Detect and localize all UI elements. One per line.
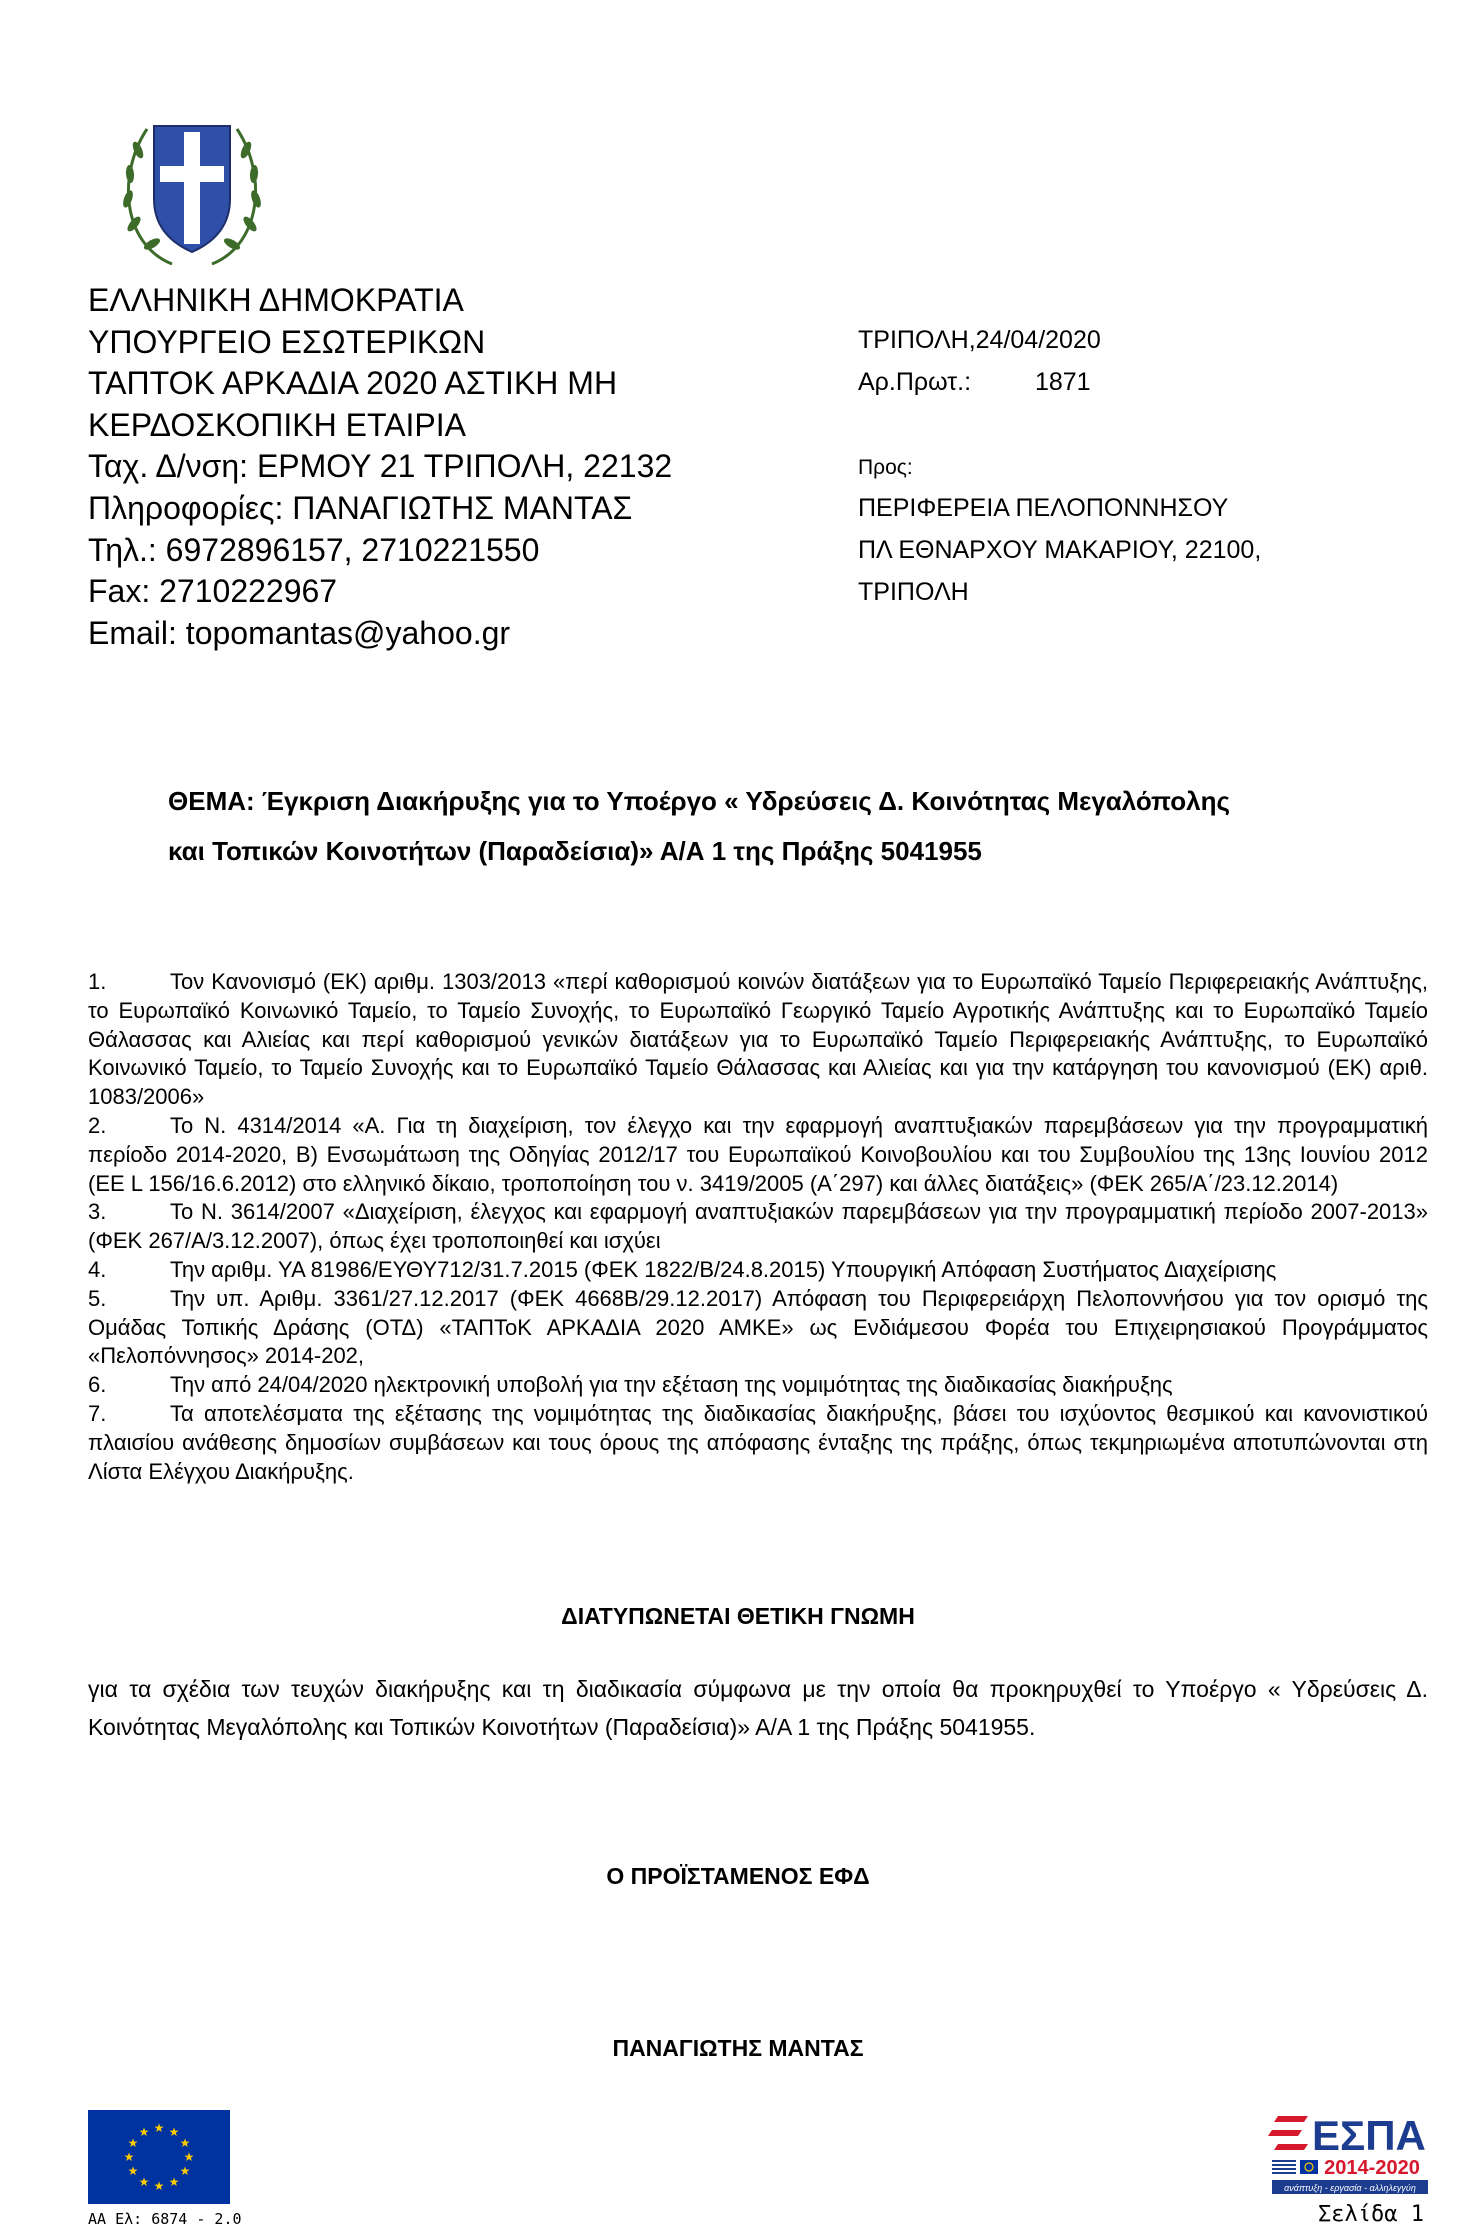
sender-fax: Fax: 2710222967: [88, 573, 338, 610]
sender-contact-person: Πληροφορίες: ΠΑΝΑΓΙΩΤΗΣ ΜΑΝΤΑΣ: [88, 489, 633, 526]
to-label: Προς:: [858, 456, 913, 479]
recipient-city: ΤΡΙΠΟΛΗ: [858, 578, 969, 606]
considerations-list: [88, 968, 1428, 1486]
espa-years: 2014-2020: [1324, 2157, 1420, 2179]
place-date: ΤΡΙΠΟΛΗ,24/04/2020: [858, 326, 1101, 354]
protocol-line: [858, 368, 1418, 397]
svg-text:★: ★: [123, 2150, 135, 2164]
signature-name: ΠΑΝΑΓΙΩΤΗΣ ΜΑΝΤΑΣ: [612, 2035, 864, 2061]
list-item: 1. Τον Κανονισμό (ΕΚ) αριθμ. 1303/2013 «περί καθορισμού κοινών διατάξεων για το Ευρωπαϊκό Ταμείο Περιφερειακής Ανάπτυξης, το Ευρωπαϊκό Κοινωνικό Ταμείο, το Ταμείο Συνοχής, το Ευρωπαϊκό Γεωργικό Ταμείο Αγροτικής Ανάπτυξης και το Ευρωπαϊκό Ταμείο Θάλασσας και Αλιείας και περί καθορισμού γενικών διατάξεων για το Ευρωπαϊκό Ταμείο Περιφερειακής Ανάπτυξης, το Ευρωπαϊκό Κοινωνικό Ταμείο, το Ταμείο Συνοχής και το Ευρωπαϊκό Ταμείο Θάλασσας και Αλιείας και για την κατάργηση του κανονισμού (ΕΚ) αριθ. 1083/2006»: [88, 969, 1428, 1110]
sender-email: Email: topomantas@yahoo.gr: [88, 614, 511, 651]
svg-text:★: ★: [168, 2175, 180, 2189]
svg-text:★: ★: [127, 2164, 139, 2178]
signature-title: Ο ΠΡΟΪΣΤΑΜΕΝΟΣ ΕΦΔ: [606, 1863, 870, 1889]
list-item: 5. Την υπ. Αριθμ. 3361/27.12.2017 (ΦΕΚ 4668Β/29.12.2017) Απόφαση του Περιφερειάρχη Πελοποννήσου για τον ορισμό της Ομάδας Τοπικής Δράσης (ΟΤΔ) «ΤΑΠΤοΚ ΑΡΚΑΔΙΑ 2020 ΑΜΚΕ» ως Ενδιάμεσου Φορέα του Επιχειρησιακού Προγράμματος «Πελοπόννησος» 2014-202,: [88, 1285, 1428, 1369]
sender-block: [88, 280, 788, 654]
recipient-name: ΠΕΡΙΦΕΡΕΙΑ ΠΕΛΟΠΟΝΝΗΣΟΥ: [858, 494, 1229, 522]
espa-tagline: ανάπτυξη - εργασία - αλληλεγγύη: [1284, 2183, 1416, 2193]
sender-phone: Τηλ.: 6972896157, 2710221550: [88, 531, 540, 568]
sender-address: Ταχ. Δ/νση: ΕΡΜΟΥ 21 ΤΡΙΠΟΛΗ, 22132: [88, 448, 673, 485]
sender-line: ΥΠΟΥΡΓΕΙΟ ΕΣΩΤΕΡΙΚΩΝ: [88, 323, 486, 360]
svg-text:★: ★: [127, 2136, 139, 2150]
sender-line: ΚΕΡΔΟΣΚΟΠΙΚΗ ΕΤΑΙΡΙΑ: [88, 406, 466, 443]
list-item: 4. Την αριθμ. ΥΑ 81986/ΕΥΘΥ712/31.7.2015 (ΦΕΚ 1822/Β/24.8.2015) Υπουργική Απόφαση Συστήματος Διαχείρισης: [88, 1256, 1277, 1282]
list-item: 2. Το Ν. 4314/2014 «Α. Για τη διαχείριση, τον έλεγχο και την εφαρμογή αναπτυξιακών παρεμβάσεων για την προγραμματική περίοδο 2014-2020, Β) Ενσωμάτωση της Οδηγίας 2012/17 του Ευρωπαϊκού Κοινοβουλίου και του Συμβουλίου της 13ης Ιουνίου 2012 (ΕΕ L 156/16.6.2012) στο ελληνικό δίκαιο, τροποποίηση του ν. 3419/2005 (Α΄297) και άλλες διατάξεις» (ΦΕΚ 265/Α΄/23.12.2014): [88, 1112, 1428, 1196]
recipient-address: ΠΛ ΕΘΝΑΡΧΟΥ ΜΑΚΑΡΙΟΥ, 22100,: [858, 536, 1262, 564]
protocol-number: 1871: [1034, 368, 1091, 396]
list-item: 3. Το Ν. 3614/2007 «Διαχείριση, έλεγχος και εφαρμογή αναπτυξιακών παρεμβάσεων για την προγραμματική περίοδο 2007-2013» (ΦΕΚ 267/Α/3.12.2007), όπως έχει τροποποιηθεί και ισχύει: [88, 1199, 1428, 1254]
list-item: 6. Την από 24/04/2020 ηλεκτρονική υποβολή για την εξέταση της νομιμότητας της διαδικασίας διακήρυξης: [88, 1372, 1173, 1398]
conclusion-text: για τα σχέδια των τευχών διακήρυξης και τη διαδικασία σύμφωνα με την οποία θα προκηρυχθεί το Υποέργο « Υδρεύσεις Δ. Κοινότητας Μεγαλόπολης και Τοπικών Κοινοτήτων (Παραδείσια)» Α/Α 1 της Πράξης 5041955.: [88, 1676, 1428, 1740]
espa-logo: [1268, 2110, 1430, 2202]
greek-emblem-logo: [112, 104, 272, 274]
subject-line-1: ΘΕΜΑ: Έγκριση Διακήρυξης για το Υποέργο « Υδρεύσεις Δ. Κοινότητας Μεγαλόπολης: [168, 786, 1230, 816]
svg-text:★: ★: [183, 2150, 195, 2164]
list-item: 7. Τα αποτελέσματα της εξέτασης της νομιμότητας της διαδικασίας διακήρυξης, βάσει του ισχύοντος θεσμικού και κανονιστικού πλαισίου ανάθεσης δημοσίων συμβάσεων και τους όρους της απόφασης ένταξης της πράξης, όπως τεκμηριωμένα αποτυπώνονται στη Λίστα Ελέγχου Διακήρυξης.: [88, 1400, 1428, 1484]
eu-flag-logo: [88, 2110, 230, 2204]
espa-title: ΕΣΠΑ: [1312, 2112, 1426, 2159]
svg-text:★: ★: [179, 2164, 191, 2178]
svg-text:★: ★: [179, 2136, 191, 2150]
svg-text:★: ★: [138, 2125, 150, 2139]
sender-line: ΤΑΠΤΟΚ ΑΡΚΑΔΙΑ 2020 ΑΣΤΙΚΗ ΜΗ: [88, 365, 618, 402]
subject-line-2: και Τοπικών Κοινοτήτων (Παραδείσια)» Α/Α 1 της Πράξης 5041955: [168, 836, 982, 866]
svg-text:★: ★: [168, 2125, 180, 2139]
protocol-label: Αρ.Πρωτ.:: [858, 368, 972, 396]
page-number: Σελίδα 1: [1318, 2202, 1424, 2227]
svg-text:★: ★: [153, 2179, 165, 2193]
sender-line: ΕΛΛΗΝΙΚΗ ΔΗΜΟΚΡΑΤΙΑ: [88, 282, 464, 318]
opinion-heading: ΔΙΑΤΥΠΩΝΕΤΑΙ ΘΕΤΙΚΗ ΓΝΩΜΗ: [561, 1603, 915, 1629]
aa-code: ΑΑ Ελ: 6874 - 2.0: [88, 2210, 242, 2228]
svg-text:★: ★: [153, 2121, 165, 2135]
svg-text:★: ★: [138, 2175, 150, 2189]
